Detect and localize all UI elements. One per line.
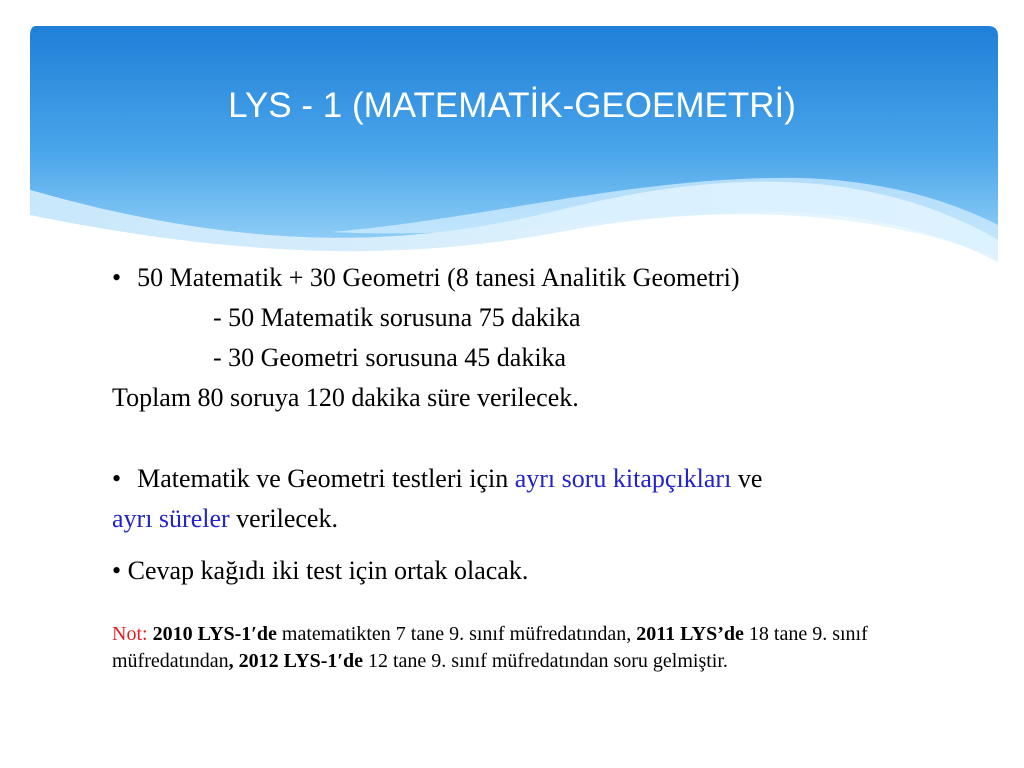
total-line: Toplam 80 soruya 120 dakika süre verilecek. [112,383,579,412]
sub-line-1: - 50 Matematik sorusuna 75 dakika [213,303,581,332]
text: 12 tane 9. sınıf müfredatından soru gelmiştir. [362,650,728,672]
bold-text: , 2012 LYS-1′de [228,650,363,672]
highlight-text: ayrı süreler [112,504,230,533]
highlight-text: ayrı soru kitapçıkları [514,464,732,493]
bullet-paragraph-2 [112,459,972,539]
bold-text: 2011 LYS’de [636,623,744,645]
header-wave-background [0,0,1024,300]
bullet-text: 50 Matematik + 30 Geometri (8 tanesi Analitik Geometri) [137,263,740,292]
bullet-icon: • [112,263,122,292]
note-paragraph [112,621,962,675]
text: ve [731,464,763,493]
bullet-line-3 [112,551,972,591]
bullet-icon: • [112,464,122,493]
bold-text: 2010 LYS-1′de [152,623,277,645]
text: verilecek. [229,504,338,533]
sub-line-2: - 30 Geometri sorusuna 45 dakika [213,343,567,372]
bullet-text: Cevap kağıdı iki test için ortak olacak. [127,556,529,585]
text: 18 tane 9. sınıf müfredatından [112,623,868,672]
bullet-line-1 [112,258,972,298]
bullet-icon: • [112,556,122,585]
note-label: Not: [112,623,148,645]
slide-title: LYS - 1 (MATEMATİK-GEOEMETRİ) [228,86,796,125]
text: Matematik ve Geometri testleri için [137,464,515,493]
text: matematikten 7 tane 9. sınıf müfredatından, [276,623,637,645]
slide-body [112,258,972,675]
